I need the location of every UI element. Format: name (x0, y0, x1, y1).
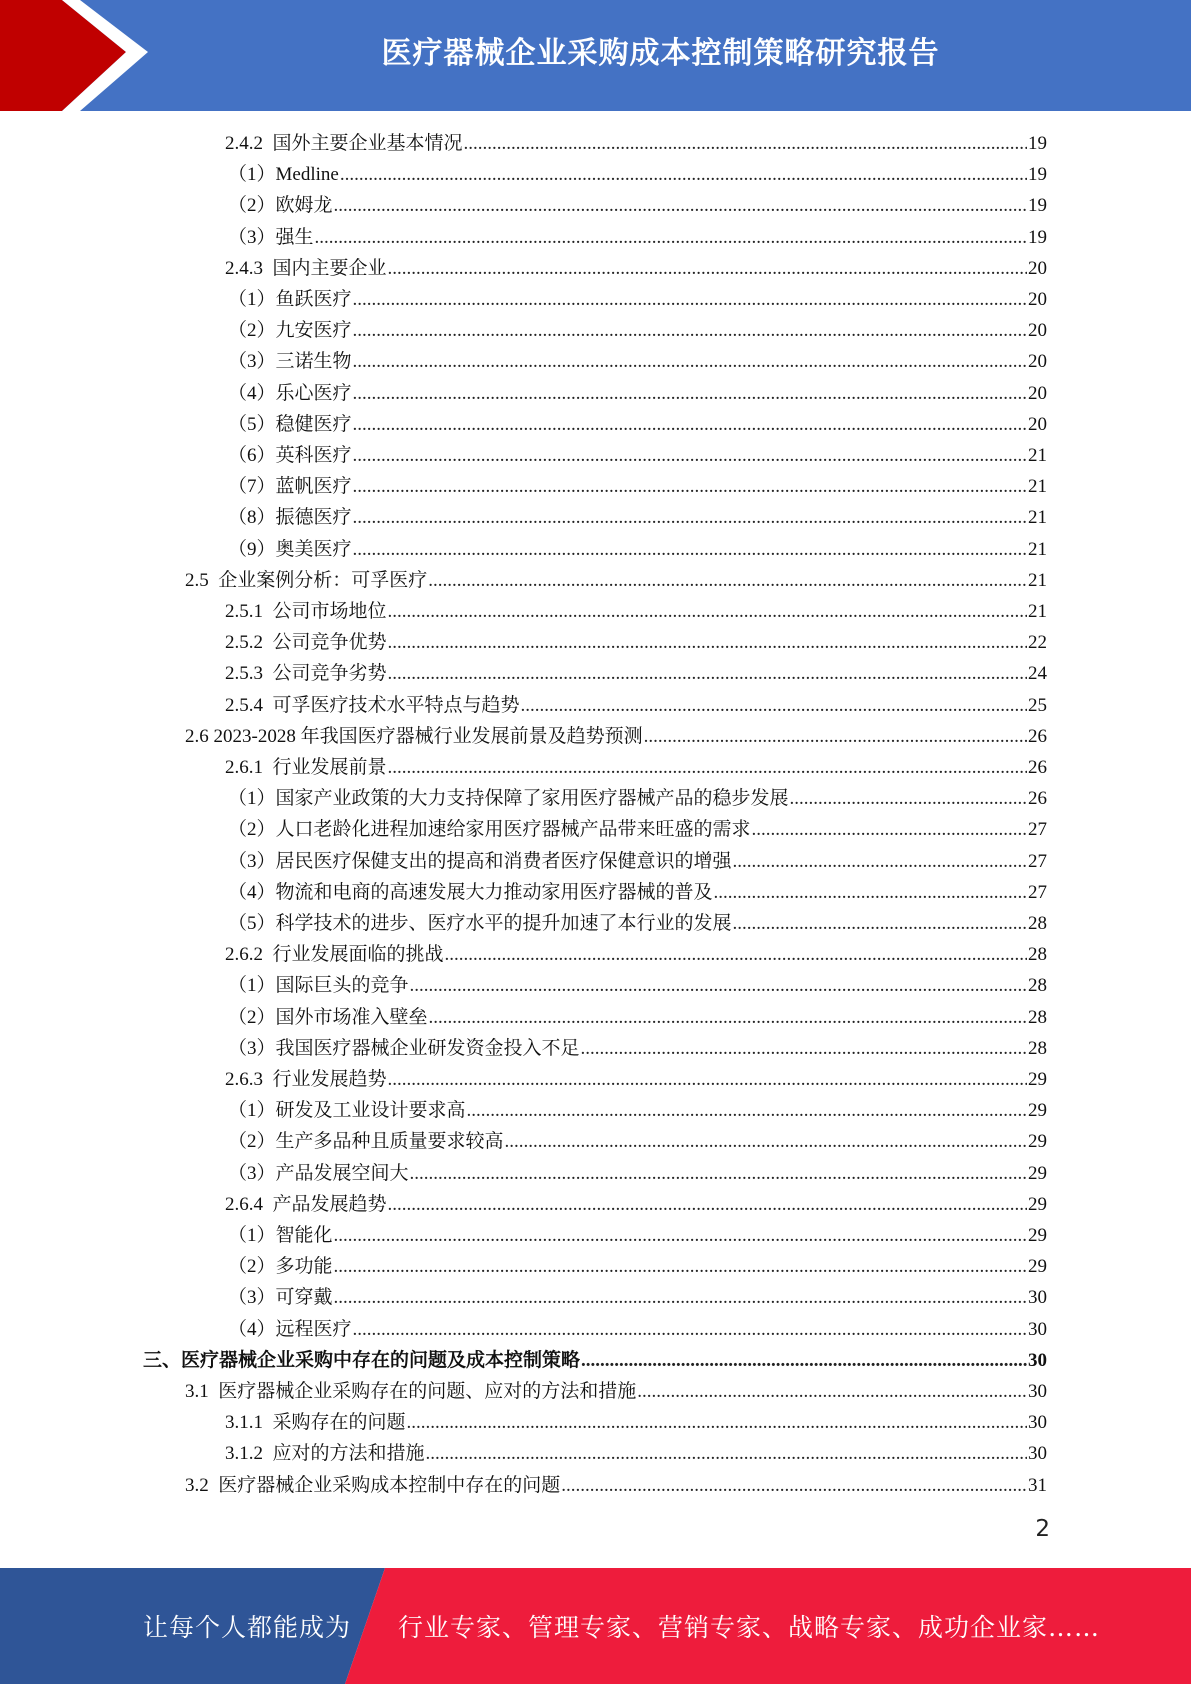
toc-entry-page: 29 (1028, 1162, 1047, 1184)
toc-entry[interactable] (228, 1282, 1047, 1313)
toc-entry-label: （7）蓝帆医疗 (228, 476, 352, 498)
toc-dot-leader (410, 1163, 1027, 1185)
toc-entry-label: 3.1.1 采购存在的问题 (225, 1412, 406, 1434)
toc-dot-leader (467, 1100, 1027, 1122)
toc-entry-page: 20 (1028, 320, 1047, 342)
toc-entry-label: （1）国际巨头的竞争 (228, 975, 409, 997)
toc-entry[interactable] (228, 1126, 1047, 1157)
toc-dot-leader (429, 1007, 1027, 1029)
toc-entry-label: 3.1 医疗器械企业采购存在的问题、应对的方法和措施 (185, 1381, 637, 1402)
toc-entry-label: 2.5.1 公司市场地位 (225, 601, 387, 622)
toc-entry-label: （3）可穿戴 (228, 1287, 333, 1309)
toc-entry[interactable] (228, 1251, 1047, 1282)
toc-dot-leader (581, 1350, 1027, 1372)
toc-entry-page: 30 (1028, 1381, 1047, 1402)
toc-entry[interactable] (228, 315, 1047, 346)
toc-entry-page: 28 (1028, 1006, 1047, 1028)
toc-entry[interactable] (228, 440, 1047, 471)
toc-entry-page: 19 (1028, 164, 1047, 186)
toc-dot-leader (334, 1225, 1027, 1247)
toc-entry-page: 19 (1028, 195, 1047, 217)
toc-entry-page: 21 (1028, 538, 1047, 560)
toc-dot-leader (505, 1131, 1027, 1153)
toc-entry[interactable] (228, 534, 1047, 565)
toc-dot-leader (388, 632, 1027, 654)
toc-entry[interactable] (228, 502, 1047, 533)
toc-dot-leader (353, 445, 1027, 467)
toc-entry-page: 30 (1028, 1287, 1047, 1309)
toc-dot-leader (340, 164, 1027, 186)
toc-entry-label: 2.6.3 行业发展趋势 (225, 1069, 387, 1090)
toc-entry[interactable] (225, 690, 1047, 721)
toc-entry-label: 2.6.2 行业发展面临的挑战 (225, 944, 444, 966)
toc-dot-leader (334, 1256, 1027, 1278)
toc-entry-label: 3.2 医疗器械企业采购成本控制中存在的问题 (185, 1474, 561, 1496)
toc-entry[interactable] (228, 1314, 1047, 1345)
toc-dot-leader (733, 913, 1027, 935)
toc-entry[interactable] (185, 1470, 1047, 1501)
toc-dot-leader (353, 539, 1027, 561)
toc-entry-page: 29 (1028, 1131, 1047, 1153)
toc-entry-label: （4）远程医疗 (228, 1318, 352, 1340)
toc-entry[interactable] (228, 846, 1047, 877)
toc-entry-label: （1）Medline (228, 164, 339, 186)
toc-entry-label: （1）鱼跃医疗 (228, 289, 352, 310)
toc-entry[interactable] (225, 1407, 1047, 1438)
toc-dot-leader (445, 944, 1027, 966)
toc-entry-label: （4）乐心医疗 (228, 382, 352, 404)
toc-dot-leader (388, 663, 1027, 685)
toc-dot-leader (790, 788, 1027, 810)
toc-dot-leader (426, 1443, 1027, 1465)
toc-entry[interactable] (143, 1345, 1047, 1376)
toc-entry-label: （2）生产多品种且质量要求较高 (228, 1131, 504, 1153)
toc-entry-label: （1）智能化 (228, 1225, 333, 1246)
toc-entry[interactable] (185, 721, 1047, 752)
footer-slogan-left: 让每个人都能成为 (143, 1613, 352, 1642)
toc-entry[interactable] (228, 346, 1047, 377)
toc-dot-leader (637, 1381, 1027, 1403)
toc-entry-label: （3）三诺生物 (228, 351, 352, 373)
toc-entry[interactable] (228, 1002, 1047, 1033)
toc-entry-page: 19 (1028, 133, 1047, 154)
toc-entry[interactable] (225, 627, 1047, 658)
toc-entry-label: （2）九安医疗 (228, 320, 352, 342)
toc-dot-leader (407, 1412, 1027, 1434)
toc-entry-label: （9）奥美医疗 (228, 538, 352, 560)
toc-entry-label: （8）振德医疗 (228, 507, 352, 529)
toc-entry[interactable] (228, 1220, 1047, 1251)
toc-entry[interactable] (185, 565, 1047, 596)
toc-dot-leader (752, 819, 1027, 841)
toc-entry-label: （3）居民医疗保健支出的提高和消费者医疗保健意识的增强 (228, 850, 732, 872)
toc-entry[interactable] (225, 1438, 1047, 1469)
footer-slogan-right: 行业专家、管理专家、营销专家、战略专家、成功企业家…… (398, 1613, 1101, 1642)
toc-entry-page: 21 (1028, 507, 1047, 529)
toc-entry-page: 21 (1028, 601, 1047, 622)
toc-entry-page: 28 (1028, 913, 1047, 934)
toc-entry[interactable] (225, 1189, 1047, 1220)
toc-entry-page: 28 (1028, 975, 1047, 997)
toc-entry-label: 2.6 2023-2028 年我国医疗器械行业发展前景及趋势预测 (185, 725, 643, 747)
toc-entry-page: 30 (1028, 1349, 1047, 1371)
toc-dot-leader (733, 851, 1027, 873)
toc-entry[interactable] (225, 253, 1047, 284)
toc-dot-leader (353, 476, 1027, 498)
toc-entry[interactable] (228, 877, 1047, 908)
toc-entry-page: 27 (1028, 881, 1047, 903)
toc-dot-leader (353, 320, 1027, 342)
toc-entry[interactable] (228, 159, 1047, 190)
toc-entry[interactable] (225, 939, 1047, 970)
page-number: 2 (1035, 1516, 1050, 1542)
toc-entry[interactable] (228, 1095, 1047, 1126)
toc-entry-label: （6）英科医疗 (228, 445, 352, 466)
page-header (0, 0, 1191, 111)
toc-dot-leader (334, 1287, 1027, 1309)
toc-entry-page: 26 (1028, 788, 1047, 810)
toc-entry[interactable] (228, 814, 1047, 845)
toc-entry-page: 20 (1028, 257, 1047, 279)
toc-entry-label: 2.6.4 产品发展趋势 (225, 1193, 387, 1215)
toc-entry[interactable] (228, 908, 1047, 939)
toc-entry-label: （4）物流和电商的高速发展大力推动家用医疗器械的普及 (228, 881, 713, 903)
toc-dot-leader (353, 289, 1027, 311)
toc-dot-leader (334, 195, 1027, 217)
toc-entry[interactable] (225, 658, 1047, 689)
toc-entry-page: 28 (1028, 1037, 1047, 1059)
toc-dot-leader (561, 1475, 1027, 1497)
toc-entry[interactable] (225, 128, 1047, 159)
toc-entry-label: （5）科学技术的进步、医疗水平的提升加速了本行业的发展 (228, 913, 732, 934)
toc-entry-page: 19 (1028, 226, 1047, 248)
toc-entry-label: （3）产品发展空间大 (228, 1162, 409, 1184)
toc-entry-page: 30 (1028, 1318, 1047, 1340)
toc-entry[interactable] (225, 752, 1047, 783)
toc-entry-label: （2）欧姆龙 (228, 195, 333, 217)
toc-entry-page: 29 (1028, 1256, 1047, 1278)
toc-dot-leader (388, 1194, 1027, 1216)
toc-entry-page: 22 (1028, 632, 1047, 654)
toc-entry[interactable] (225, 596, 1047, 627)
toc-entry[interactable] (228, 1158, 1047, 1189)
toc-entry-label: 2.5.3 公司竞争劣势 (225, 663, 387, 685)
toc-dot-leader (581, 1038, 1027, 1060)
toc-entry-page: 20 (1028, 382, 1047, 404)
toc-entry-page: 20 (1028, 289, 1047, 310)
toc-entry-label: 2.5.4 可孚医疗技术水平特点与趋势 (225, 694, 520, 716)
toc-entry[interactable] (228, 284, 1047, 315)
report-title: 医疗器械企业采购成本控制策略研究报告 (381, 36, 940, 71)
toc-dot-leader (464, 133, 1027, 155)
toc-dot-leader (714, 882, 1027, 904)
toc-entry-label: （1）国家产业政策的大力支持保障了家用医疗器械产品的稳步发展 (228, 788, 789, 810)
toc-entry-page: 29 (1028, 1069, 1047, 1090)
toc-dot-leader (388, 1069, 1027, 1091)
toc-dot-leader (353, 351, 1027, 373)
toc-dot-leader (353, 414, 1027, 436)
toc-dot-leader (388, 258, 1027, 280)
toc-entry[interactable] (228, 970, 1047, 1001)
toc-entry-page: 30 (1028, 1443, 1047, 1465)
toc-entry-page: 27 (1028, 850, 1047, 872)
toc-entry[interactable] (185, 1376, 1047, 1407)
toc-entry-page: 26 (1028, 725, 1047, 747)
toc-entry[interactable] (228, 409, 1047, 440)
toc-entry-page: 21 (1028, 476, 1047, 498)
toc-entry-page: 20 (1028, 413, 1047, 435)
toc-entry-page: 31 (1028, 1474, 1047, 1496)
toc-entry-page: 29 (1028, 1225, 1047, 1246)
toc-entry-label: （2）人口老龄化进程加速给家用医疗器械产品带来旺盛的需求 (228, 819, 751, 841)
toc-entry-page: 25 (1028, 694, 1047, 716)
toc-entry[interactable] (228, 222, 1047, 253)
toc-entry-page: 30 (1028, 1412, 1047, 1434)
toc-entry-label: 2.4.3 国内主要企业 (225, 257, 387, 279)
toc-entry-page: 24 (1028, 663, 1047, 685)
toc-entry[interactable] (228, 471, 1047, 502)
toc-entry-page: 29 (1028, 1100, 1047, 1122)
toc-entry-label: 2.5 企业案例分析：可孚医疗 (185, 569, 428, 591)
toc-entry-page: 21 (1028, 569, 1047, 591)
toc-entry-label: 2.5.2 公司竞争优势 (225, 632, 387, 654)
toc-dot-leader (428, 570, 1027, 592)
page-footer (0, 1568, 1191, 1684)
toc-dot-leader (644, 726, 1027, 748)
toc-entry-page: 27 (1028, 819, 1047, 841)
toc-entry-label: （2）国外市场准入壁垒 (228, 1006, 428, 1028)
toc-entry-label: 三、医疗器械企业采购中存在的问题及成本控制策略 (143, 1349, 581, 1371)
toc-dot-leader (353, 1319, 1027, 1341)
toc-entry[interactable] (225, 1064, 1047, 1095)
toc-dot-leader (388, 601, 1027, 623)
toc-entry[interactable] (228, 783, 1047, 814)
toc-entry-label: （1）研发及工业设计要求高 (228, 1100, 466, 1122)
toc-dot-leader (410, 975, 1027, 997)
toc-entry[interactable] (228, 1033, 1047, 1064)
toc-entry-label: 2.4.2 国外主要企业基本情况 (225, 133, 463, 154)
toc-dot-leader (521, 695, 1027, 717)
toc-dot-leader (353, 507, 1027, 529)
toc-entry[interactable] (228, 378, 1047, 409)
toc-entry-label: （3）我国医疗器械企业研发资金投入不足 (228, 1037, 580, 1059)
toc-entry[interactable] (228, 190, 1047, 221)
toc-dot-leader (388, 757, 1027, 779)
toc-entry-label: （3）强生 (228, 226, 314, 248)
toc-entry-page: 29 (1028, 1193, 1047, 1215)
toc-entry-label: 2.6.1 行业发展前景 (225, 757, 387, 778)
toc-entry-page: 28 (1028, 944, 1047, 966)
toc-entry-page: 20 (1028, 351, 1047, 373)
toc-dot-leader (353, 383, 1027, 405)
toc-dot-leader (315, 227, 1027, 249)
toc-entry-label: 3.1.2 应对的方法和措施 (225, 1443, 425, 1465)
toc-entry-page: 21 (1028, 445, 1047, 466)
toc-entry-page: 26 (1028, 757, 1047, 778)
toc-entry-label: （2）多功能 (228, 1256, 333, 1278)
toc-entry-label: （5）稳健医疗 (228, 413, 352, 435)
